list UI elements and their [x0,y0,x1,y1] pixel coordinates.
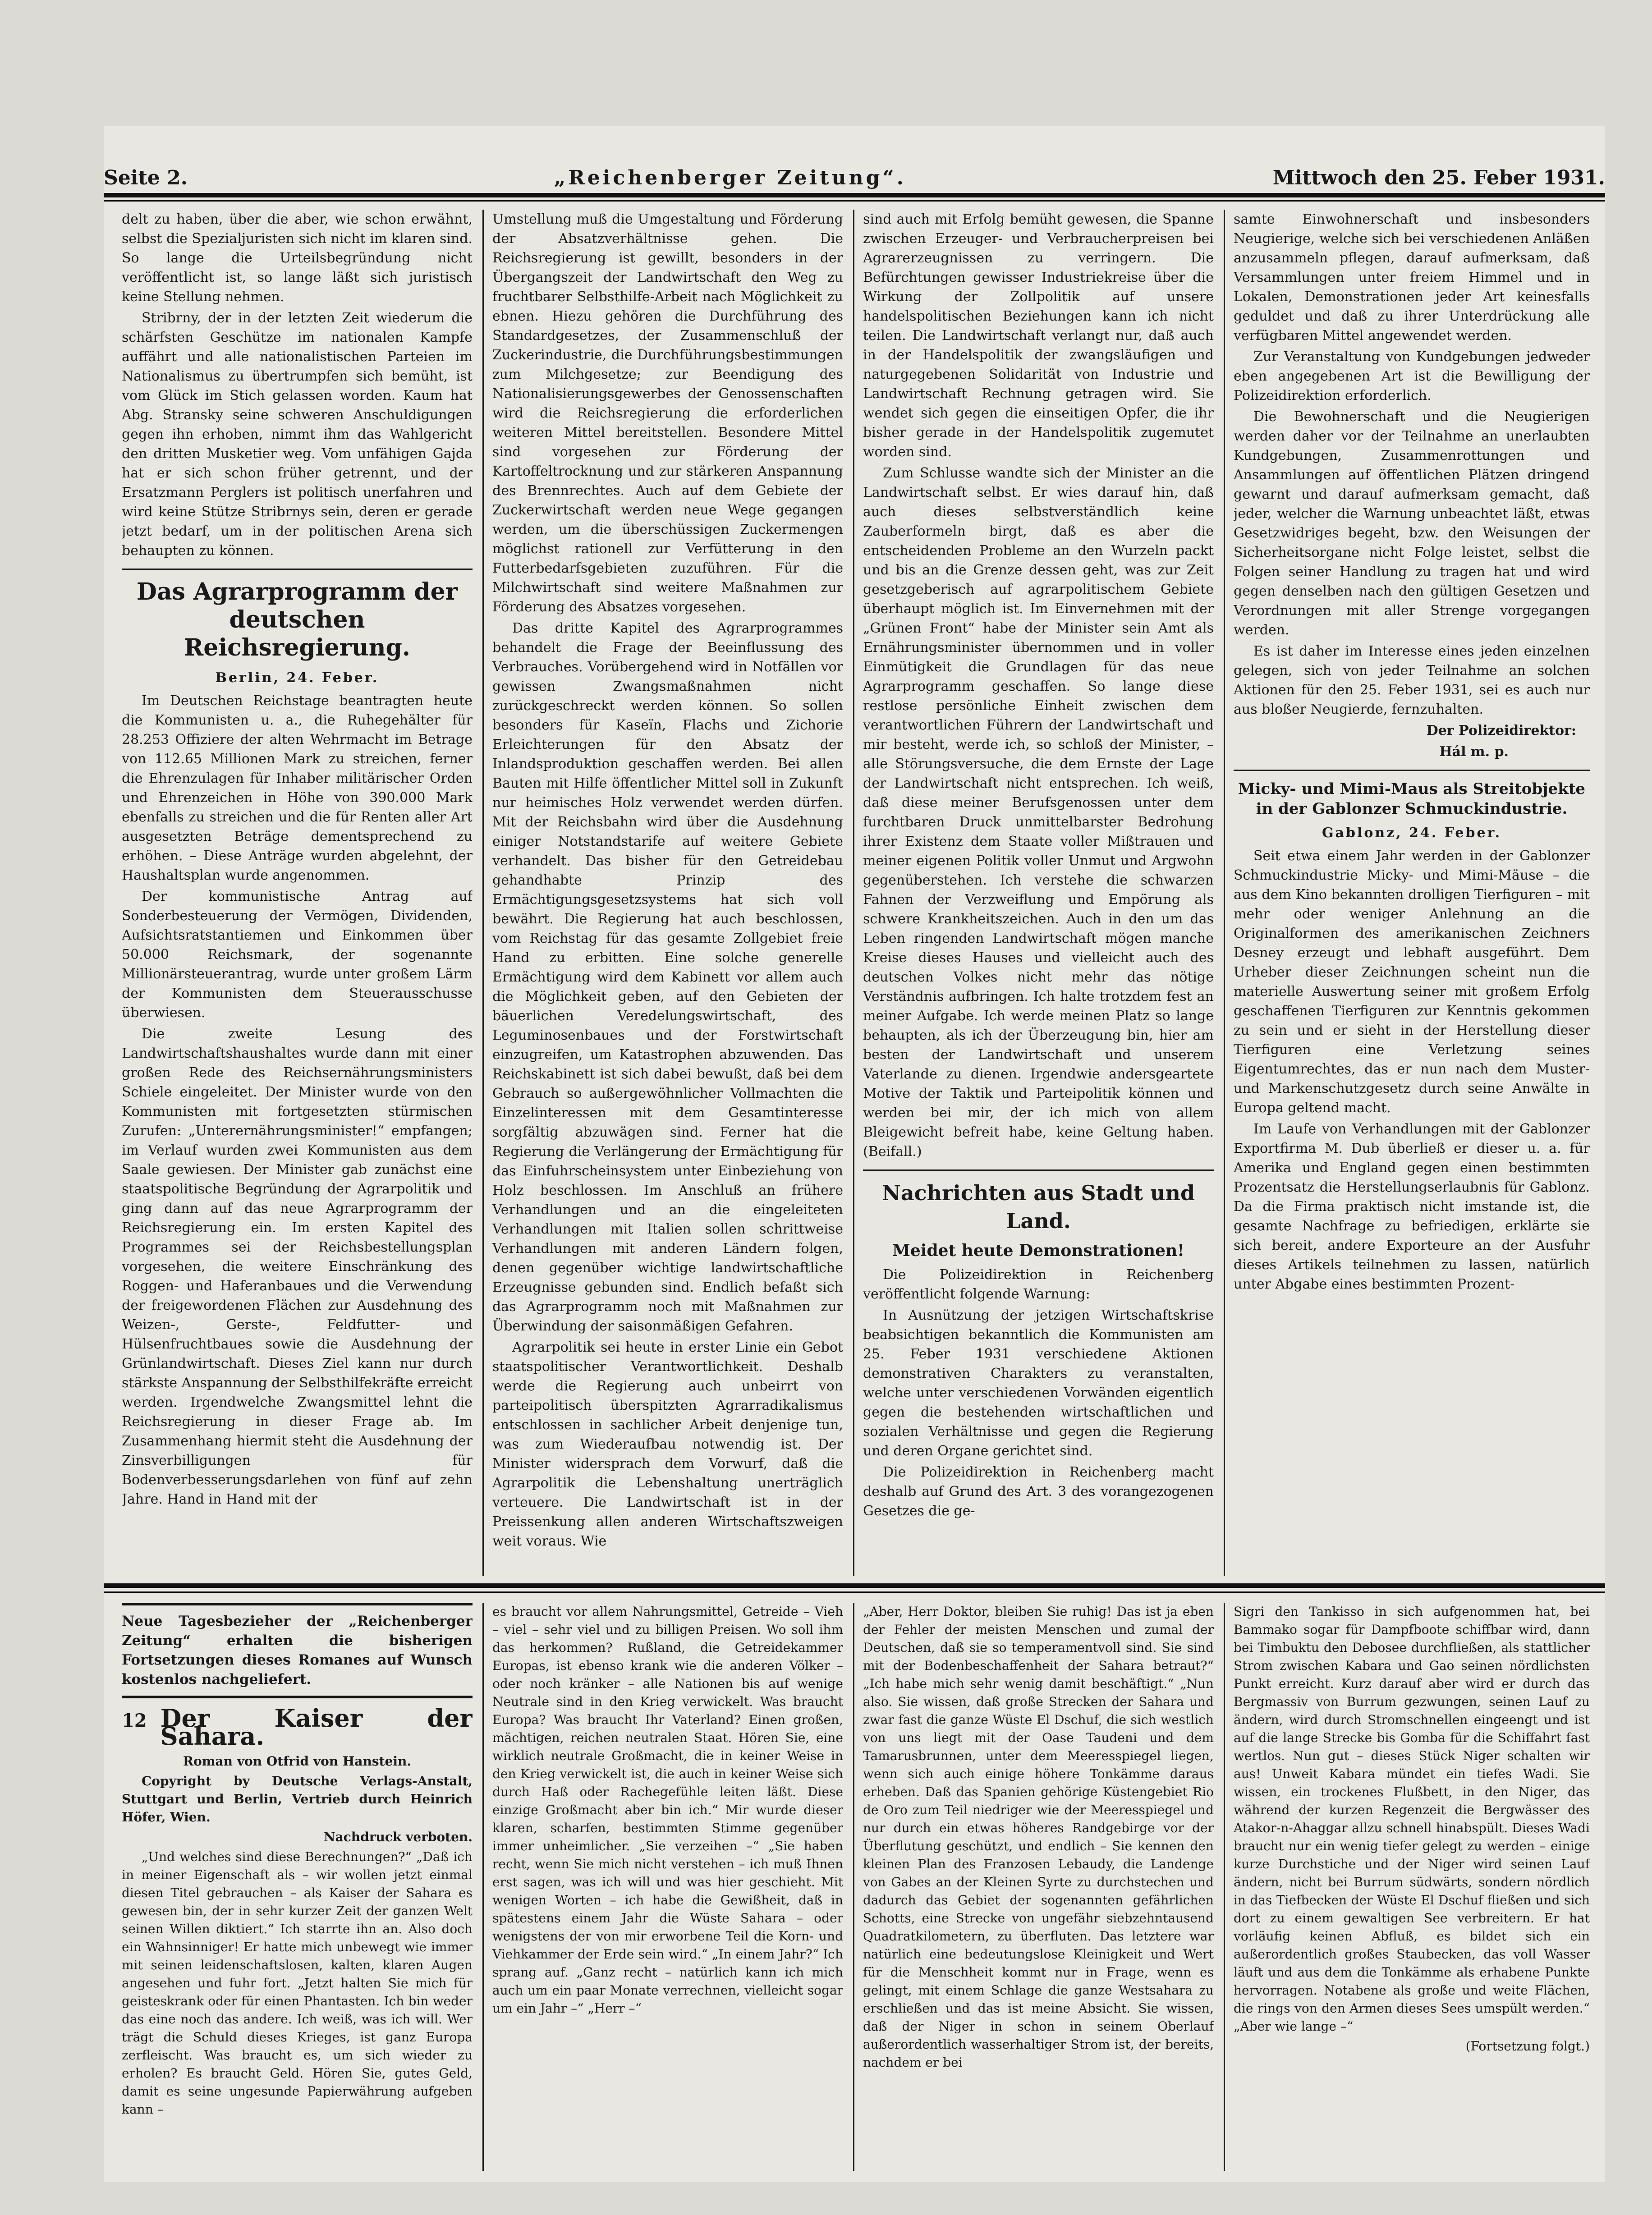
article-text: delt zu haben, über die aber, wie schon erwähnt, selbst die Spezialjuristen sich nicht im klaren sind. So lange die Urteilsbegründung nicht veröffentlicht ist, so lange läßt sich juristisch keine Stellung nehmen. [122,211,473,305]
article-text: Zur Veranstaltung von Kundgebungen jedweder eben angegebenen Art ist die Bewilligung der Polizeidirektion erforderlich. [1234,349,1590,404]
article-dateline: Berlin, 24. Feber. [215,670,379,686]
column-divider [1224,210,1225,1576]
article-text: sind auch mit Erfolg bemüht gewesen, die Spanne zwischen Erzeuger- und Verbraucherpreisen bei Agrarerzeugnissen zu verringern. Die Befürchtungen gewisser Industriekreise über die Wirkung der Zollpolitik auf unsere handelspolitischen Beziehungen kann ich nicht teilen. Die Landwirtschaft verlangt nur, daß auch in der Handelspolitik der zwangsläufigen und naturgegebenen Solidarität von Industrie und Landwirtschaft Rechnung getragen wird. Sie wendet sich gegen die einseitigen Opfer, die ihr bisher gerade in der Handelspolitik zugemutet worden sind. [863,211,1214,460]
article-text: Die zweite Lesung des Landwirtschaftshaushaltes wurde dann mit einer großen Rede des Reichsernährungsministers Schiele eingeleitet. Der Minister wurde von den Kommunisten mit fortgesetzten stürmischen Zurufen: „Unterernährungsminister!“ empfangen; im Verlauf wurden zwei Kommunisten aus dem Saale gewiesen. Der Minister gab zunächst eine staatspolitische Begründung der Agrarpolitik und ging dann auf das neue Agrarprogramm der Reichsregierung ein. Im ersten Kapitel des Programmes sei der Reichsbestellungsplan vorgesehen, die weitere Einschränkung des Roggen- und Haferanbaues und die Verwendung der freigewordenen Flächen zur Ausdehnung des Weizen-, Gerste-, Feldfutter- und Hülsenfruchtbaues sowie die Ausdehnung der Grünlandwirtschaft. Dieses Ziel kann nur durch stärkste Anspannung der Selbsthilfekräfte erreicht werden. Irgendwelche Zwangsmittel lehnt die Reichsregierung in dieser Frage ab. Im Zusammenhang hiermit steht die Ausdehnung der Zinsverbilligungen für Bodenverbesserungsdarlehen von fünf auf zehn Jahre. Hand in Hand mit der [122,1026,473,1507]
column-divider [853,1603,854,2171]
serial-text: „Und welches sind diese Berechnungen?“ „Daß ich in meiner Eigenschaft als – wir wollen jetzt einmal diesen Titel gebrauchen – als Kaiser der Sahara es gewesen bin, der in sehr kurzer Zeit der ganzen Welt seinen Willen diktiert.“ Ich starrte ihn an. Also doch ein Wahnsinniger! Er hatte mich unbewegt wie immer mit seinen leidenschaftslosen, kalten, klaren Augen angesehen und fuhr fort. „Jetzt halten Sie mich für geisteskrank oder für einen Phantasten. Ich bin weder das eine noch das andere. Ich weiß, was ich will. Wer trägt die Schuld dieses Krieges, ist ganz Europa zerfleischt. Was braucht es, um sich wieder zu erholen? Es braucht Geld. Hören Sie, gutes Geld, damit es seine ungesunde Papierwährung aufgeben kann – [122,1849,473,2117]
serial-title-row [122,1704,473,1751]
column-1 [122,210,473,1576]
article-text: Das dritte Kapitel des Agrarprogrammes behandelt die Frage der Beeinflussung des Verbrauches. Vorübergehend wird in Notfällen vor gewissen Zwangsmaßnahmen nicht zurückgeschreckt werden können. So sollen besonders für Kaseïn, Flachs und Zichorie Erleichterungen für den Absatz der Inlandsproduktion geschaffen werden. Bei allen Bauten mit Hilfe öffentlicher Mittel soll in Zukunft nur heimisches Holz verwendet werden dürfen. Mit der Reichsbahn wird über die Ausdehnung einiger Notstandstarife auf weitere Gebiete verhandelt. Das bisher für den Getreidebau gehandhabte Prinzip des Ermächtigungsgesetzsystems hat sich voll bewährt. Die Regierung hat auch beschlossen, vom Reichstag für das gesamte Zollgebiet freie Hand zu erbitten. Eine solche generelle Ermächtigung wird dem Kabinett vor allem auch die Möglichkeit geben, auf den Gebieten der bäuerlichen Veredelungswirtschaft, des Leguminosenbaues und der Forstwirtschaft einzugreifen, um Katastrophen abzuwenden. Das Reichskabinett ist sich dabei bewußt, daß bei dem Gebrauch so außergewöhnlicher Vollmachten die Einzelinteressen mit dem Gesamtinteresse sorgfältig abzuwägen sind. Ferner hat die Regierung die Verlängerung der Ermächtigung für das Einfuhrscheinsystem unter Einbeziehung von Holz beschlossen. Im Anschluß an frühere Verhandlungen und an die eingeleiteten Verhandlungen mit Italien sollen schrittweise Verhandlungen mit anderen Ländern folgen, denen gegenüber wichtige landwirtschaftliche Erzeugnisse gebunden sind. Endlich befaßt sich das Agrarprogramm noch mit Maßnahmen zur Überwindung der saisonmäßigen Gefahren. [492,620,843,1334]
column-4 [1234,210,1590,1576]
serial-column-4 [1234,1603,1590,2171]
article-text: Es ist daher im Interesse eines jeden einzelnen gelegen, sich von jeder Teilnahme an solchen Aktionen für den 25. Feber 1931, sei es auch nur aus bloßer Neugierde, fernzuhalten. [1234,643,1590,717]
header-rule [104,193,1605,197]
article-text: Die Bewohnerschaft und die Neugierigen werden daher vor der Teilnahme an unerlaubten Kundgebungen, Zusammenrottungen und Ansammlungen auf öffentlichen Plätzen dringend gewarnt und darauf aufmerksam gemacht, daß jeder, welcher die Warnung unbeachtet läßt, etwas Gesetzwidriges begeht, bzw. den Weisungen der Sicherheitsorgane nicht Folge leistet, selbst die Folgen seiner Handlung zu tragen hat und wird gegen denselben nach den gültigen Gesetzen und Verordnungen mit aller Strenge vorgegangen werden. [1234,409,1590,638]
serial-reprint-note: Nachdruck verboten. [324,1830,473,1844]
article-text: Stribrny, der in der letzten Zeit wiederum die schärfsten Geschütze im nationalen Kampfe auffährt und alle nationalistischen Parteien im Nationalismus zu übertrumpfen sich bemüht, ist vom Glück im Stich gelassen worden. Kaum hat Abg. Stransky seine schweren Anschuldigungen gegen ihn erhoben, nimmt ihm das Wahlgericht den dritten Musketier weg. Vom unfähigen Gajda hat er sich schon früher getrennt, und der Ersatzmann Perglers ist politisch unerfahren und wird keine Stütze Stribrnys sein, deren er gerade jetzt bedarf, um in der politischen Arena sich behaupten zu können. [122,310,473,559]
article-text: Die Polizeidirektion in Reichenberg macht deshalb auf Grund des Art. 3 des vorangezogenen Gesetzes die ge- [863,1464,1214,1519]
article-text: Im Deutschen Reichstage beantragten heute die Kommunisten u. a., die Ruhegehälter für 28.253 Offiziere der alten Wehrmacht im Betrage von 112.65 Millionen Mark zu streichen, ferner die Ehrenzulagen für Inhaber militärischer Orden und Ehrenzeichen in Höhe von 390.000 Mark ebenfalls zu streichen und die für Renten aller Art ausgesetzten Beträge dementsprechend zu erhöhen. – Diese Anträge wurden abgelehnt, der Haushaltsplan wurde angenommen. [122,693,473,883]
column-divider [482,210,484,1576]
page-number: Seite 2. [104,166,188,189]
article-divider [863,1169,1214,1171]
serial-continuation-note: (Fortsetzung folgt.) [1465,2039,1590,2054]
section-rule-thin [104,1591,1605,1593]
article-headline: Das Agrarprogramm der deutschen Reichsregierung. [136,578,458,661]
column-divider [482,1603,484,2171]
article-text: In Ausnützung der jetzigen Wirtschaftskrise beabsichtigen bekanntlich die Kommunisten am 25. Feber 1931 verschiedene Aktionen demonstrativen Charakters zu veranstalten, welche unter verschiedenen Vorwänden eigentlich gegen die bestehenden wirtschaftlichen und sozialen Verhältnisse und gegen die Regierung und deren Organe gerichtet sind. [863,1307,1214,1459]
serial-column-1 [122,1603,473,2171]
article-text: Seit etwa einem Jahr werden in der Gablonzer Schmuckindustrie Micky- und Mimi-Mäuse – die aus dem Kino bekannten drolligen Tierfiguren – mit mehr oder weniger Anlehnung an die Originalformen des amerikanischen Zeichners Desney erzeugt und lebhaft ausgeführt. Dem Urheber dieser Zeichnungen scheint nun die materielle Auswertung seiner mit großem Erfolg geschaffenen Tierfiguren zur Kenntnis gekommen zu sein und er sieht in der Herstellung dieser Tierfiguren eine Verletzung seines Eigentumrechtes, das er nun nach dem Muster- und Markenschutzgesetz durch seine Anwälte in Europa geltend macht. [1234,848,1590,1116]
article-text: Der kommunistische Antrag auf Sonderbesteuerung der Vermögen, Dividenden, Aufsichtsratstantiemen und Einkommen über 50.000 Reichsmark, der sogenannte Millionärsteuerantrag, wurde unter großem Lärm der Kommunisten dem Steuerausschusse überwiesen. [122,889,473,1021]
newspaper-page [104,126,1605,2182]
column-divider [853,210,854,1576]
page-header [104,162,1605,189]
column-divider [1224,1603,1225,2171]
masthead-title: „Reichenberger Zeitung“. [554,166,906,189]
serial-author: Roman von Otfrid von Hanstein. [183,1754,412,1769]
serial-column-3 [863,1603,1214,2171]
header-rule-thin [104,200,1605,202]
issue-date: Mittwoch den 25. Feber 1931. [1272,166,1605,189]
serial-title: Der Kaiser der Sahara. [160,1704,473,1751]
article-divider [122,569,473,570]
serial-copyright: Copyright by Deutsche Verlags-Anstalt, Stuttgart und Berlin, Vertrieb durch Heinrich Höfer, Wien. [122,1774,473,1825]
column-2 [492,210,843,1576]
serial-installment-number: 12 [122,1710,147,1731]
article-text: samte Einwohnerschaft und insbesonders Neugierige, welche sich bei verschiedenen Anläßen anzusammeln pflegen, darauf aufmerksam, daß Versammlungen unter freiem Himmel und in Lokalen, Demonstrationen jeder Art keinesfalls geduldet und daß zu ihrer Unterdrückung alle verfügbaren Mittel angewendet werden. [1234,211,1590,344]
article-text: Zum Schlusse wandte sich der Minister an die Landwirtschaft selbst. Er wies darauf hin, daß auch dieses selbstverständlich keine Zauberformeln birgt, daß es aber die entscheidenden Probleme an den Wurzeln packt und bis an die Grenze dessen geht, was zur Zeit gesetzgeberisch auf agrarpolitischem Gebiete überhaupt möglich ist. Im Einvernehmen mit der „Grünen Front“ habe der Minister sein Amt als Ernährungsminister übernommen und in voller Einmütigkeit die Grundlagen für das neue Agrarprogramm geschaffen. So lange diese restlose persönliche Einheit zwischen dem verantwortlichen Führern der Landwirtschaft und mir besteht, werde ich, so schloß der Minister, – alle Störungsversuche, die dem Ernste der Lage der Landwirtschaft nicht entsprechen. Ich weiß, daß diese meiner Berufsgenossen unter dem furchtbaren Druck unmittelbarster Bedrohung ihrer Existenz dem Staate voller Mißtrauen und meiner eigenen Politik voller Unmut und Argwohn gegenüberstehen. Ich verstehe die schwarzen Fahnen der Verzweiflung und Empörung als schwere Krankheitszeichen. Auch in den um das Leben ringenden Landwirtschaft mögen manche Kreise dieses Hauses und vielleicht auch des deutschen Volkes nicht mehr das nötige Verständnis aufbringen. Ich halte trotzdem fest an meiner Aufgabe. Ich werde meinen Platz so lange behaupten, als ich der Überzeugung bin, hier am besten der Landwirtschaft und unserem Vaterlande zu dienen. Irgendwie andersgeartete Motive der Taktik und Parteipolitik können und werden bei mir, der ich mich von allem Bleigewicht befreit habe, keine Geltung haben. (Beifall.) [863,465,1214,1160]
article-subheadline: Meidet heute Demonstrationen! [892,1241,1184,1260]
serial-text: es braucht vor allem Nahrungsmittel, Getreide – Vieh – viel – sehr viel und zu billigen Preisen. Wo soll ihm das herkommen? Rußland, die Getreidekammer Europas, ist ebenso krank wie die anderen Völker – oder noch kränker – alle Nationen bis auf wenige Neutrale sind in den Krieg verwickelt. Was braucht Europa? Was braucht Ihr Vaterland? Einen großen, mächtigen, reichen neutralen Staat. Hören Sie, eine wirklich neutrale Großmacht, die in keiner Weise in den Krieg verwickelt ist, die auch in keiner Weise sich durch Haß oder Rachegefühle leiten läßt. Diese einzige Großmacht aber bin ich.“ Mir wurde dieser klaren, scharfen, bestimmten Stimme gegenüber immer unheimlicher. „Sie verzeihen –“ „Sie haben recht, wenn Sie mich nicht verstehen – ich muß Ihnen erst sagen, was ich will und was hier geschieht. Mit wenigen Worten – ich habe die Gewißheit, daß in spätestens einem Jahr die Wüste Sahara – oder wenigstens der von mir erworbene Teil die Korn- und Viehkammer der Erde sein wird.“ „In einem Jahr?“ Ich sprang auf. „Ganz recht – natürlich kann ich mich auch um ein paar Monate verrechnen, vielleicht sogar um ein Jahr –“ „Herr –“ [492,1604,843,2016]
column-3 [863,210,1214,1576]
section-rule [104,1583,1605,1588]
signature-title: Der Polizeidirektor: [1426,723,1576,738]
section-headline: Nachrichten aus Stadt und Land. [881,1181,1195,1233]
article-text: Umstellung muß die Umgestaltung und Förderung der Absatzverhältnisse gehen. Die Reichsregierung ist gewillt, besonders in der Übergangszeit der Landwirtschaft den Weg zu fruchtbarer Selbsthilfe-Arbeit nach Möglichkeit zu ebnen. Hiezu gehören die Durchführung des Standardgesetzes, der Zusammenschluß der Zuckerindustrie, die Durchführungsbestimmungen zum Milchgesetze; zur Beendigung des Nationalisierungsgewerbes der Genossenschaften wird die Reichsregierung die erforderlichen weiteren Mittel bereitstellen. Besondere Mittel sind vorgesehen zur Förderung der Kartoffeltrocknung und zur stärkeren Anspannung des Brennrechtes. Auch auf dem Gebiete der Zuckerwirtschaft werden neue Wege gegangen werden, um die überschüssigen Zuckermengen möglichst rationell zur Verfütterung in den Futterbedarfsgebieten zuzuführen. Für die Milchwirtschaft sind weitere Maßnahmen zur Förderung des Absatzes vorgesehen. [492,211,843,615]
article-dateline: Gablonz, 24. Feber. [1322,825,1502,841]
signature-name: Hál m. p. [1439,744,1509,760]
article-text: Die Polizeidirektion in Reichenberg veröffentlicht folgende Warnung: [863,1267,1214,1302]
article-headline: Micky- und Mimi-Maus als Streitobjekte in der Gablonzer Schmuckindustrie. [1238,780,1586,818]
serial-text: „Aber, Herr Doktor, bleiben Sie ruhig! Das ist ja eben der Fehler der meisten Menschen und zumal der Deutschen, daß sie so temperamentvoll sind. Sie sind mit der Bodenbeschaffenheit der Sahara betraut?“ „Ich habe mich sehr wenig damit beschäftigt.“ „Nun also. Sie wissen, daß große Strecken der Sahara und zwar fast die ganze Wüste El Dschuf, die sich westlich von uns liegt mit der Oase Taudeni und dem Tamarusbrunnen, unter dem Meeresspiegel liegen, wenn sich auch einige höhere Tonkämme daraus erheben. Daß das Spanien gehörige Küstengebiet Rio de Oro zum Teil niedriger wie der Meeresspiegel und nur durch ein etwas höheres Randgebirge vor der Überflutung geschützt, und endlich – Sie kennen den kleinen Plan des Franzosen Lebaudy, die Landenge von Gabes an der Kleinen Syrte zu durchstechen und dadurch das Gebiet der sogenannten gefährlichen Schotts, eine Strecke von ungefähr siebzehntausend Quadratkilometern, zu überfluten. Das letztere war natürlich eine bedeutungslose Kleinigkeit und Wert für die Menschheit kommt nur in Frage, wenn es gelingt, mit einem Schlage die ganze Westsahara zu erschließen und das ist meine Absicht. Sie wissen, daß der Niger in schon in seinem Oberlauf außerordentlich wasserhaltiger Strom ist, der bereits, nachdem er bei [863,1604,1214,2070]
article-text: Agrarpolitik sei heute in erster Linie ein Gebot staatspolitischer Verantwortlichkeit. Deshalb werde die Regierung auch unbeirrt von parteipolitisch überspitzten Agrarradikalismus entschlossen in sachlicher Arbeit denjenige tun, was zum Wiederaufbau notwendig ist. Der Minister widersprach dem Vorwurf, daß die Agrarpolitik die Lebenshaltung unerträglich verteuere. Die Landwirtschaft ist in der Preissenkung allen anderen Wirtschaftszweigen weit voraus. Wie [492,1339,843,1549]
serial-text: Sigri den Tankisso in sich aufgenommen hat, bei Bammako sogar für Dampfboote schiffbar wird, dann bei Timbuktu den Debosee durchfließen, als stattlicher Strom zwischen Kabara und Gao seinen nördlichsten Punkt erreicht. Kurz darauf aber wird er durch das Bergmassiv von Burrum gezwungen, seinen Lauf zu ändern, wird durch Stromschnellen eingeengt und ist auf die lange Strecke bis Gomba für die Schiffahrt fast wertlos. Nun gut – dieses Stück Niger schalten wir aus! Unweit Kabara mündet ein tiefes Wadi. Sie wissen, ein trockenes Flußbett, in den Niger, das während der kurzen Regenzeit die Bergwässer des Atakor-n-Ahaggar allzu schnell hinabspült. Dieses Wadi braucht nur ein wenig tiefer gelegt zu werden – einige kurze Durchstiche und der Niger wird seinen Lauf ändern, nicht bei Burrum südwärts, sondern nördlich in das Tiefbecken der Wüste El Dschuf fließen und sich dort zu einem gewaltigen See verbreitern. Er hat vorläufig keinen Abfluß, es bildet sich ein außerordentlich großes Staubecken, das voll Wasser läuft und aus dem die Tonkämme als erhabene Punkte hervorragen. Notabene als große und weite Flächen, die rings von den Armen dieses Sees umspült werden.“ „Aber wie lange –“ [1234,1604,1590,2034]
article-text: Im Laufe von Verhandlungen mit der Gablonzer Exportfirma M. Dub überließ er dieser u. a. für Amerika und England gegen einen bestimmten Prozentsatz die Herstellungserlaubnis für Gablonz. Da die Firma praktisch nicht imstande ist, die gesamte Nachfrage zu befriedigen, erklärte sie sich bereit, andere Exporteure an der Ausfuhr dieses Artikels teilnehmen zu lassen, natürlich unter Abgabe eines bestimmten Prozent- [1234,1121,1590,1292]
article-divider [1234,770,1590,771]
subscriber-notice: Neue Tagesbezieher der „Reichenberger Zeitung“ erhalten die bisherigen Fortsetzungen dieses Romanes auf Wunsch kostenlos nachgeliefert. [122,1603,473,1698]
serial-column-2 [492,1603,843,2171]
